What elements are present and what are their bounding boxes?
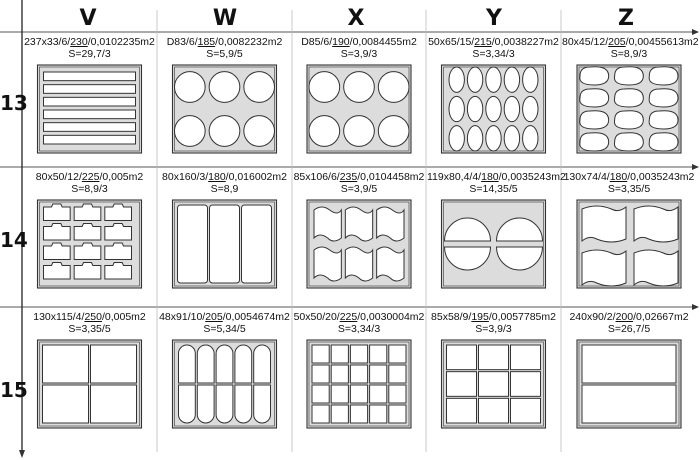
cavity <box>235 345 252 383</box>
cavity <box>447 398 477 423</box>
tray-s-label: S=3,35/5 <box>607 183 651 195</box>
cavity <box>312 385 329 403</box>
tray-cell-y14 <box>427 168 566 306</box>
tray-drawing <box>562 168 696 306</box>
spec-area: /0,02667m2 <box>633 311 689 323</box>
tray-s-label: S=5,9/5 <box>206 48 243 60</box>
cavity <box>504 96 519 121</box>
spec-area: /0,0104458m2 <box>357 171 425 183</box>
cavity <box>175 72 206 103</box>
cavity <box>378 116 409 147</box>
tray-s-label: S=14,35/5 <box>469 183 518 195</box>
cavity <box>511 398 541 423</box>
spec-dimensions: 119x80,4/4/ <box>427 171 482 183</box>
tray-cell-z14 <box>562 168 696 306</box>
tray-outline <box>442 200 546 288</box>
tray-drawing <box>158 168 291 306</box>
column-header-w: W <box>212 6 238 31</box>
spec-underlined-value: 185 <box>197 36 216 48</box>
cavity <box>350 405 367 423</box>
spec-underlined-value: 235 <box>339 171 358 183</box>
spec-area: /0,005m2 <box>101 311 146 323</box>
cavity <box>486 126 501 151</box>
tray-cell-y13 <box>427 33 560 166</box>
spec-underlined-value: 180 <box>481 171 499 183</box>
spec-underlined-value: 180 <box>609 171 628 183</box>
row-header-13: 13 <box>0 91 28 115</box>
cavity <box>244 72 275 103</box>
column-header-y: Y <box>486 6 502 31</box>
tray-drawing <box>562 33 696 166</box>
cavity <box>179 345 196 383</box>
cavity <box>378 72 409 103</box>
cavity <box>309 72 340 103</box>
spec-dimensions: 85x106/6/ <box>293 171 340 183</box>
cavity <box>44 72 136 81</box>
tray-s-label: S=3,34/3 <box>337 323 381 335</box>
tray-drawing <box>23 308 156 454</box>
column-header-v: V <box>79 6 97 31</box>
cavity <box>511 372 541 397</box>
cavity <box>389 385 406 403</box>
cavity <box>197 385 214 423</box>
cavity <box>582 345 676 383</box>
cavity <box>242 205 272 283</box>
tray-s-label: S=5,34/5 <box>203 323 246 335</box>
cavity <box>634 250 678 286</box>
tray-s-label: S=3,35/5 <box>68 323 111 335</box>
spec-underlined-value: 190 <box>332 36 350 48</box>
cavity <box>467 96 482 121</box>
cavity <box>370 345 387 363</box>
cavity <box>179 385 196 423</box>
tray-drawing <box>293 33 425 166</box>
cavity <box>511 345 541 370</box>
spec-underlined-value: 205 <box>608 36 626 48</box>
tray-s-label: S=29,7/3 <box>68 48 111 60</box>
cavity <box>309 116 340 147</box>
spec-dimensions: 80x45/12/ <box>562 36 609 48</box>
column-header-z: Z <box>618 6 634 31</box>
cavity <box>614 89 643 107</box>
spec-area: /0,016002m2 <box>225 171 287 183</box>
cavity <box>449 126 464 151</box>
spec-dimensions: 80x50/12/ <box>35 171 82 183</box>
cavity <box>389 365 406 383</box>
spec-area: /0,0082232m2 <box>215 36 283 48</box>
cavity <box>244 116 275 147</box>
row-header-14: 14 <box>0 228 28 252</box>
cavity <box>44 110 136 119</box>
cavity <box>175 116 206 147</box>
cavity <box>344 72 375 103</box>
tray-drawing <box>23 168 156 306</box>
tray-cell-y15 <box>427 308 560 454</box>
cavity <box>580 67 609 85</box>
cavity <box>523 126 538 151</box>
cavity <box>467 126 482 151</box>
cavity <box>235 385 252 423</box>
cavity <box>504 67 519 92</box>
tray-s-label: S=3,34/3 <box>472 48 515 60</box>
cavity <box>44 85 136 94</box>
cavity <box>389 345 406 363</box>
tray-cell-w15 <box>158 308 291 454</box>
cavity <box>91 385 137 423</box>
cavity <box>479 398 509 423</box>
spec-dimensions: D83/6/ <box>166 36 198 48</box>
cavity <box>209 116 240 147</box>
spec-area: /0,0035243m2 <box>498 171 566 183</box>
cavity <box>389 405 406 423</box>
tray-drawing <box>427 33 560 166</box>
cavity <box>614 133 643 151</box>
tray-drawing <box>427 168 560 306</box>
spec-area: /0,0054674m2 <box>222 311 290 323</box>
tray-drawing <box>158 308 291 454</box>
cavity <box>486 96 501 121</box>
tray-cell-w14 <box>158 168 291 306</box>
cavity <box>312 365 329 383</box>
cavity <box>312 405 329 423</box>
cavity <box>254 385 271 423</box>
cavity <box>312 345 329 363</box>
cavity <box>614 67 643 85</box>
cavity <box>44 135 136 144</box>
cavity <box>479 372 509 397</box>
tray-s-label: S=8,9 <box>210 183 239 195</box>
cavity <box>44 123 136 132</box>
spec-underlined-value: 225 <box>339 311 358 323</box>
cavity <box>178 205 208 283</box>
tray-s-label: S=8,9/3 <box>71 183 108 195</box>
cavity <box>614 111 643 129</box>
spec-area: /0,0102235m2 <box>87 36 155 48</box>
column-header-x: X <box>347 6 365 31</box>
spec-underlined-value: 230 <box>70 36 88 48</box>
spec-underlined-value: 250 <box>84 311 102 323</box>
tray-drawing <box>562 308 696 454</box>
cavity <box>580 89 609 107</box>
tray-cell-z15 <box>562 308 696 454</box>
spec-dimensions: 85x58/9/ <box>431 311 472 323</box>
cavity <box>331 405 348 423</box>
cavity <box>447 372 477 397</box>
spec-area: /0,0030004m2 <box>357 311 425 323</box>
spec-area: /0,00455613m2 <box>625 36 699 48</box>
cavity <box>649 67 678 85</box>
cavity <box>216 345 233 383</box>
cavity <box>582 385 676 423</box>
spec-underlined-value: 180 <box>208 171 226 183</box>
cavity <box>649 111 678 129</box>
tray-drawing <box>293 308 425 454</box>
tray-drawing <box>427 308 560 454</box>
cavity <box>344 116 375 147</box>
spec-underlined-value: 205 <box>205 311 223 323</box>
cavity <box>350 365 367 383</box>
tray-cell-x14 <box>293 168 425 306</box>
cavity <box>216 385 233 423</box>
cavity <box>649 133 678 151</box>
cavity <box>634 206 678 242</box>
spec-dimensions: D85/6/ <box>301 36 333 48</box>
cavity <box>43 385 89 423</box>
cavity <box>449 67 464 92</box>
cavity <box>209 72 240 103</box>
cavity <box>580 111 609 129</box>
spec-dimensions: 237x33/6/ <box>24 36 71 48</box>
tray-s-label: S=8,9/3 <box>610 48 648 60</box>
cavity <box>582 206 626 242</box>
tray-cell-x13 <box>293 33 425 166</box>
spec-dimensions: 50x50/20/ <box>293 311 340 323</box>
spec-dimensions: 130x115/4/ <box>33 311 85 323</box>
cavity <box>504 126 519 151</box>
cavity <box>331 365 348 383</box>
spec-area: /0,0038227m2 <box>491 36 559 48</box>
cavity <box>91 345 137 383</box>
tray-cell-x15 <box>293 308 425 454</box>
cavity <box>350 345 367 363</box>
tray-cell-z13 <box>562 33 699 166</box>
tray-s-label: S=3,9/3 <box>475 323 512 335</box>
cavity <box>43 345 89 383</box>
cavity <box>197 345 214 383</box>
cavity <box>467 67 482 92</box>
tray-drawing <box>158 33 291 166</box>
cavity <box>44 97 136 106</box>
spec-underlined-value: 225 <box>81 171 100 183</box>
spec-area: /0,0084455m2 <box>349 36 417 48</box>
spec-underlined-value: 200 <box>615 311 634 323</box>
spec-dimensions: 50x65/15/ <box>428 36 475 48</box>
spec-area: /0,0057785m2 <box>488 311 556 323</box>
cavity <box>350 385 367 403</box>
row-header-15: 15 <box>0 378 28 402</box>
cavity <box>449 96 464 121</box>
tray-cell-v14 <box>23 168 156 306</box>
spec-area: /0,005m2 <box>99 171 144 183</box>
cavity <box>523 67 538 92</box>
tray-s-label: S=26,7/5 <box>607 323 651 335</box>
spec-underlined-value: 195 <box>471 311 489 323</box>
cavity <box>582 250 626 286</box>
cavity <box>580 133 609 151</box>
cavity <box>254 345 271 383</box>
spec-dimensions: 240x90/2/ <box>569 311 616 323</box>
cavity <box>486 67 501 92</box>
tray-s-label: S=3,9/5 <box>340 183 378 195</box>
tray-drawing <box>23 33 156 166</box>
cavity <box>447 345 477 370</box>
spec-dimensions: 130x74/4/ <box>563 171 610 183</box>
cavity <box>370 405 387 423</box>
cavity <box>370 365 387 383</box>
cavity <box>331 345 348 363</box>
spec-dimensions: 48x91/10/ <box>159 311 206 323</box>
tray-drawing <box>293 168 425 306</box>
spec-dimensions: 80x160/3/ <box>162 171 209 183</box>
cavity <box>523 96 538 121</box>
cavity <box>649 89 678 107</box>
cavity <box>331 385 348 403</box>
cavity <box>210 205 240 283</box>
spec-underlined-value: 215 <box>474 36 492 48</box>
cavity <box>479 345 509 370</box>
tray-cell-w13 <box>158 33 291 166</box>
cavity <box>370 385 387 403</box>
tray-cell-v13 <box>23 33 156 166</box>
tray-s-label: S=3,9/3 <box>340 48 378 60</box>
tray-cell-v15 <box>23 308 156 454</box>
spec-area: /0,0035243m2 <box>627 171 695 183</box>
